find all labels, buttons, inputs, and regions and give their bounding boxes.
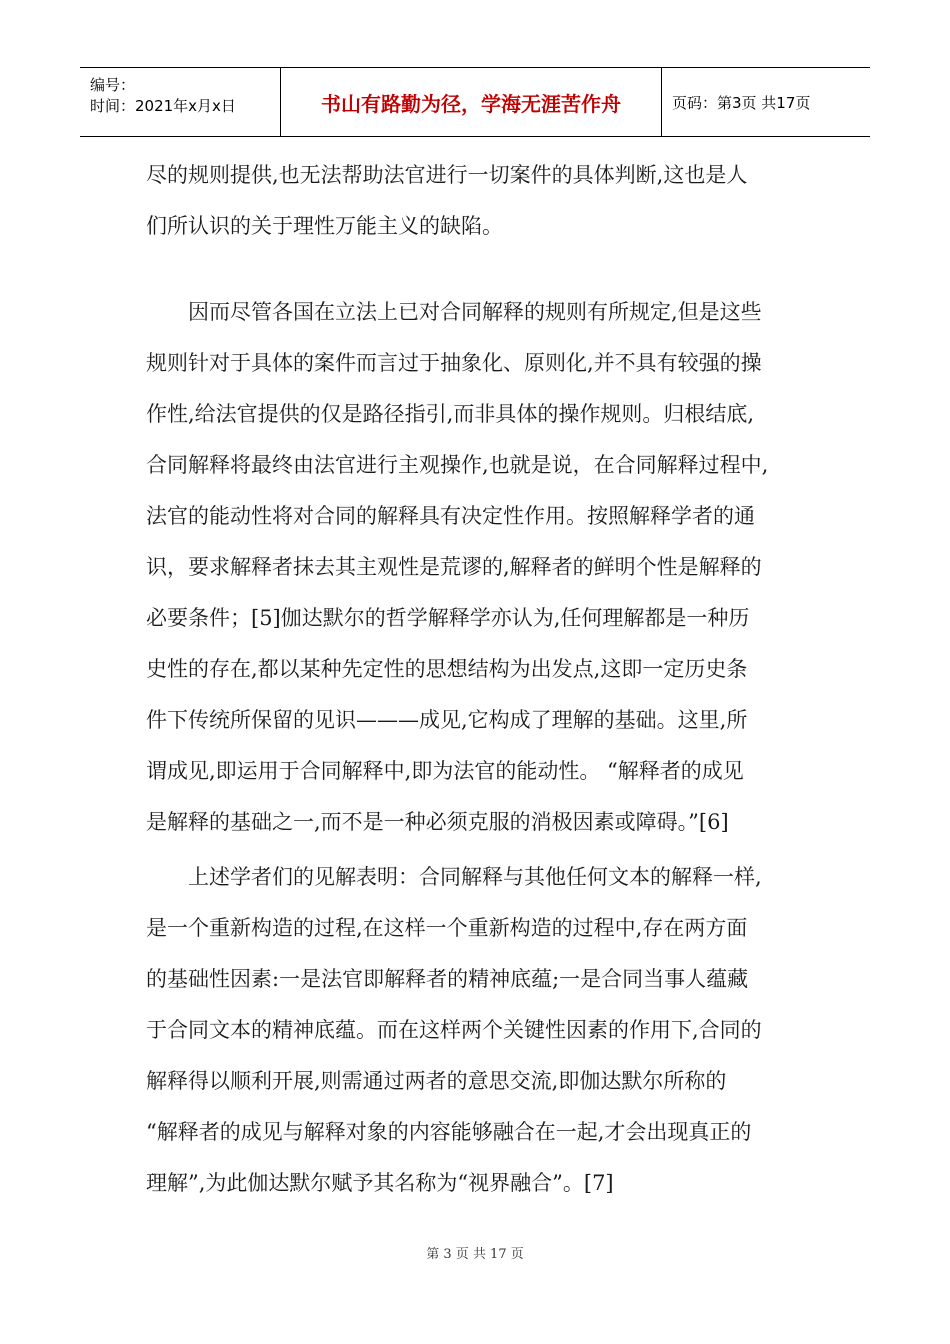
- paragraph-1: [146, 150, 806, 252]
- text-line: 史性的存在,都以某种先定性的思想结构为出发点,这即一定历史条: [146, 657, 748, 681]
- text-line: 规则针对于具体的案件而言过于抽象化、原则化,并不具有较强的操: [146, 351, 762, 375]
- text-line: 合同解释将最终由法官进行主观操作,也就是说，在合同解释过程中,: [146, 453, 769, 477]
- text-line: 是解释的基础之一,而不是一种必须克服的消极因素或障碍。”[6]: [146, 810, 729, 834]
- text-line: 件下传统所保留的见识———成见,它构成了理解的基础。这里,所: [146, 708, 748, 732]
- text-line: 尽的规则提供,也无法帮助法官进行一切案件的具体判断,这也是人: [146, 163, 748, 187]
- text-line: 上述学者们的见解表明：合同解释与其他任何文本的解释一样,: [188, 865, 762, 889]
- text-line: 解释得以顺利开展,则需通过两者的意思交流,即伽达默尔所称的: [146, 1069, 727, 1093]
- page-header: [80, 67, 870, 137]
- text-line: 谓成见,即运用于合同解释中,即为法官的能动性。 “解释者的成见: [146, 759, 744, 783]
- header-motto: 书山有路勤为径，学海无涯苦作舟: [281, 68, 662, 136]
- text-line: 于合同文本的精神底蕴。而在这样两个关键性因素的作用下,合同的: [146, 1018, 762, 1042]
- text-line: 是一个重新构造的过程,在这样一个重新构造的过程中,存在两方面: [146, 916, 748, 940]
- text-line: 法官的能动性将对合同的解释具有决定性作用。按照解释学者的通: [146, 504, 755, 528]
- text-line: 们所认识的关于理性万能主义的缺陷。: [146, 214, 503, 238]
- text-line: 识，要求解释者抹去其主观性是荒谬的,解释者的鲜明个性是解释的: [146, 555, 762, 579]
- paragraph-2: [146, 287, 806, 848]
- document-date-label: 时间：2021年x月x日: [90, 97, 236, 115]
- paragraph-3: [146, 852, 806, 1209]
- document-number-label: 编号：: [90, 76, 136, 94]
- text-line: 作性,给法官提供的仅是路径指引,而非具体的操作规则。归根结底,: [146, 402, 755, 426]
- header-page-info: 页码：第3页 共17页: [672, 93, 811, 112]
- text-line: 理解”,为此伽达默尔赋予其名称为“视界融合”。[7]: [146, 1171, 614, 1195]
- header-meta: [80, 68, 281, 136]
- text-line: 的基础性因素:一是法官即解释者的精神底蕴;一是合同当事人蕴藏: [146, 967, 749, 991]
- page-footer: 第 3 页 共 17 页: [426, 1247, 524, 1262]
- text-line: 必要条件；[5]伽达默尔的哲学解释学亦认为,任何理解都是一种历: [146, 606, 750, 630]
- text-line: 因而尽管各国在立法上已对合同解释的规则有所规定,但是这些: [188, 300, 762, 324]
- text-line: “解释者的成见与解释对象的内容能够融合在一起,才会出现真正的: [146, 1120, 752, 1144]
